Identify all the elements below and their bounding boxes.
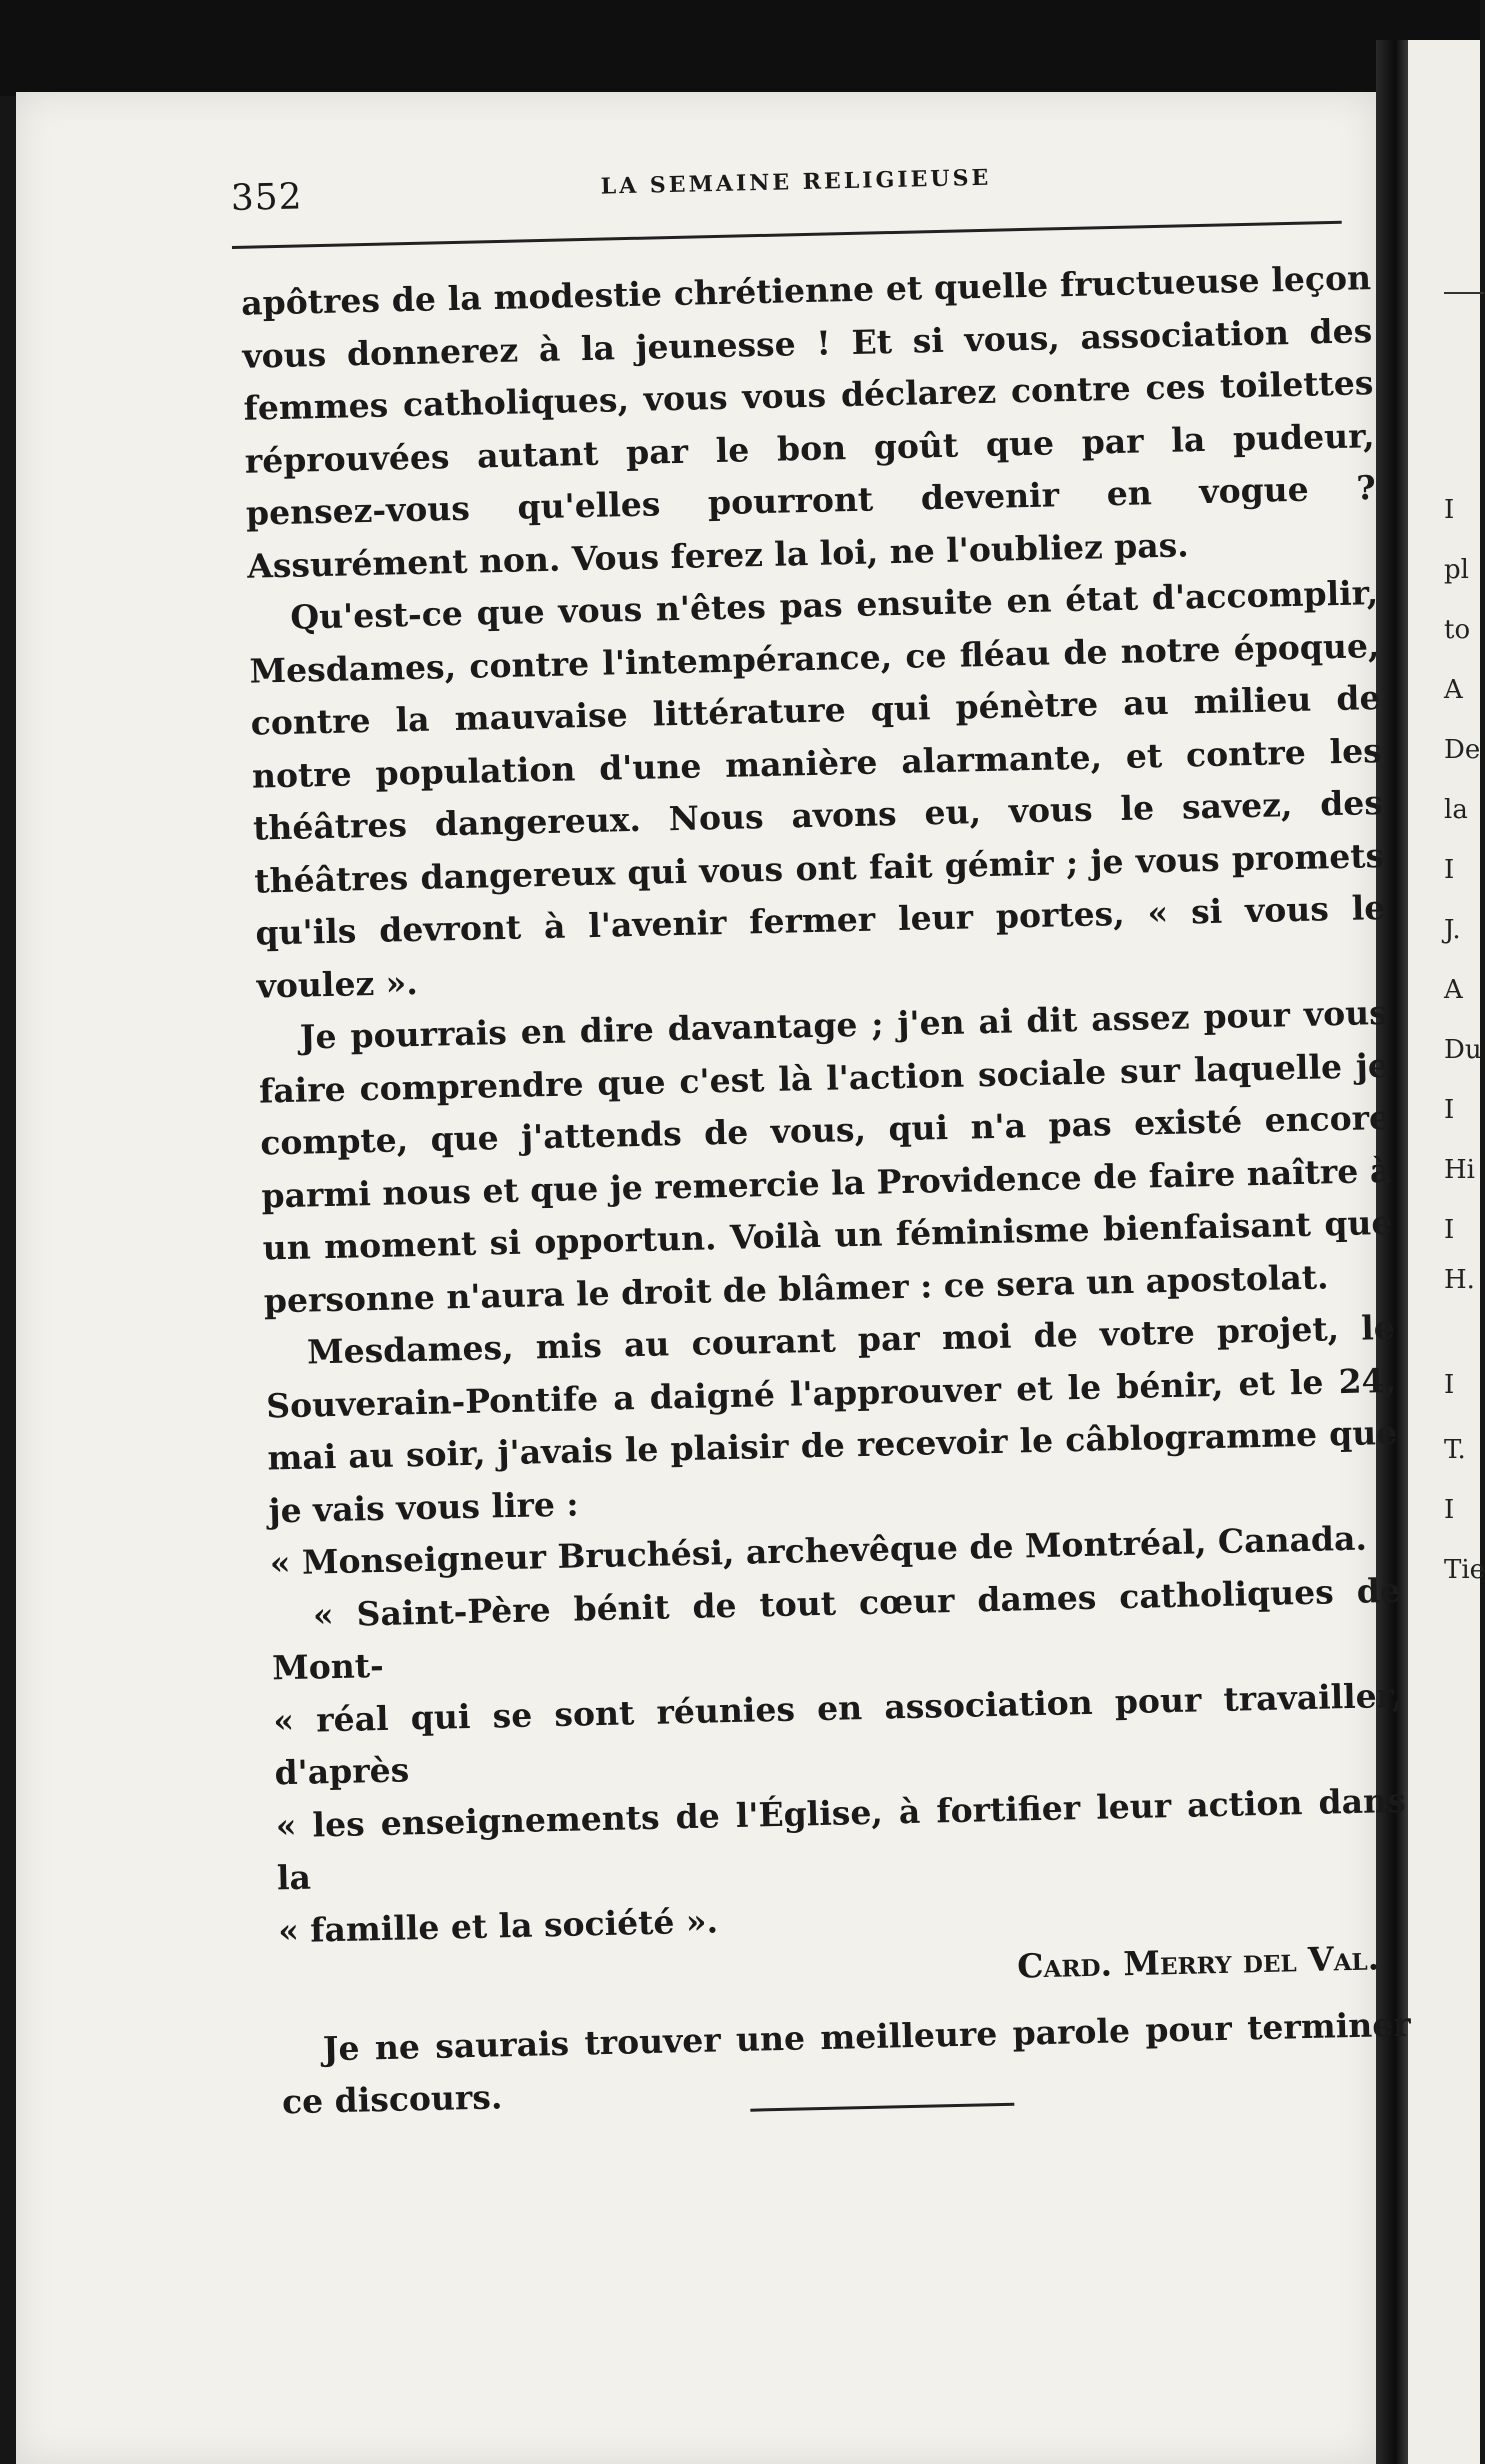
adjacent-fragment: A [1444,675,1463,705]
paragraph: Je pourrais en dire davantage ; j'en ai dit assez pour vous faire comprendre que c'est là l'action sociale sur laquelle je compte, que j'attends de vous, qui n'a pas existé encore parmi nous et que je remercie la Providence de faire naître à un moment si opportun. Voilà un féminisme bienfaisant que personne n'aura le droit de blâmer : ce sera un apostolat. [258,992,1393,1321]
adjacent-fragment: De [1444,735,1481,765]
scan-background [0,0,1480,96]
adjacent-fragment: I [1444,1095,1455,1125]
adjacent-fragment: pl [1444,555,1469,585]
adjacent-fragment: I [1444,1215,1455,1245]
telegram-signature: Card. Merry del Val. [1016,1938,1380,1986]
adjacent-fragment: I [1444,855,1455,885]
telegram-line: « réal qui se sont réunies en association pour travailler, d'après [272,1675,1404,1793]
adjacent-fragment: to [1444,615,1471,645]
closing-paragraph: Je ne saurais trouver une meilleure parole pour terminer ce discours. [281,2004,1412,2122]
body-text [241,252,1413,2129]
paragraph: Mesdames, mis au courant par moi de votre projet, le Souverain-Pontife a daigné l'approuver et le bénir, et le 24, mai au soir, j'avais le plaisir de recevoir le câblogramme que je vais vous lire : [265,1307,1398,1530]
adjacent-fragment: A [1444,975,1463,1005]
adjacent-fragment: la [1444,795,1468,825]
adjacent-fragment: H. [1444,1265,1475,1295]
telegram-line: « les enseignements de l'Église, à fortifier leur action dans la [275,1780,1406,1898]
adjacent-fragment: Du [1444,1035,1482,1065]
adjacent-fragment: I [1444,495,1455,525]
adjacent-fragment: T. [1444,1435,1466,1465]
adjacent-fragment: I [1444,1370,1455,1400]
telegram-line: « Saint-Père bénit de tout cœur dames catholiques de Mont- [271,1570,1402,1688]
paragraph: apôtres de la modestie chrétienne et quelle fructueuse leçon vous donnerez à la jeunesse ! Et si vous, association des femmes catholiques, vous vous déclarez contre ces toilettes réprouvées autant par le bon goût que par la pudeur, pensez-vous qu'elles pourront devenir en vogue ? Assurément non. Vous ferez la loi, ne l'oubliez pas. [240,258,1377,586]
adjacent-fragment: Tie [1444,1555,1485,1585]
page-number: 352 [230,176,304,219]
adjacent-page-edge [1408,40,1485,2464]
adjacent-fragment: I [1444,1495,1455,1525]
telegram-line: « famille et la société ». [277,1900,719,1950]
running-title: LA SEMAINE RELIGIEUSE [600,164,992,200]
adjacent-fragment: Hi [1444,1155,1475,1185]
paragraph: Qu'est-ce que vous n'êtes pas ensuite en état d'accomplir, Mesdames, contre l'intempérance, ce fléau de notre époque, contre la mauvaise littérature qui pénètre au milieu de notre population d'une manière alarmante, et contre les théâtres dangereux. Nous avons eu, vous le savez, des théâtres dangereux qui vous ont fait gémir ; je vous promets qu'ils devront à l'avenir fermer leur portes, « si vous le voulez ». [249,573,1386,1006]
adjacent-page-rule [1444,292,1484,294]
adjacent-fragment: J. [1444,915,1461,945]
telegram-address: « Monseigneur Bruchési, archevêque de Montréal, Canada. [269,1518,1368,1583]
